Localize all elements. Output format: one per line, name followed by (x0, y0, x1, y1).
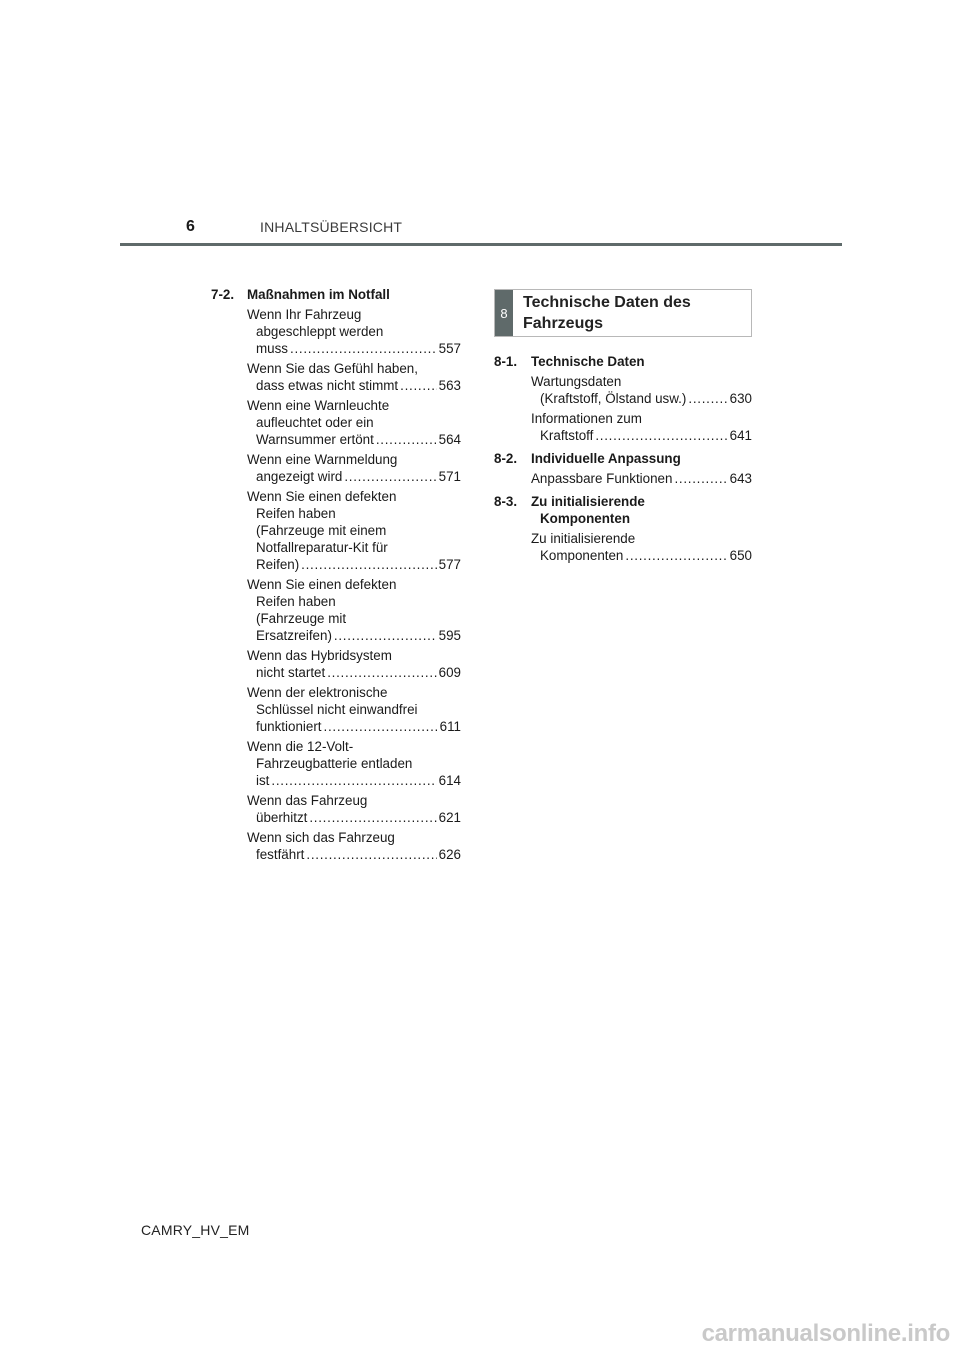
toc-dot-leader (400, 377, 437, 394)
toc-entry-last-line (247, 556, 461, 573)
toc-entry-last-line (247, 772, 461, 789)
toc-dot-leader (344, 468, 436, 485)
toc-entry[interactable] (247, 738, 461, 789)
toc-entry-line: Informationen zum (531, 411, 642, 426)
toc-entry-line: Fahrzeugbatterie entladen (256, 756, 413, 771)
toc-entry-line: Zu initialisierende (531, 531, 636, 546)
chapter-tab (494, 289, 752, 337)
toc-dot-leader (271, 772, 436, 789)
toc-entry-last-line (247, 431, 461, 448)
toc-dot-leader (334, 627, 437, 644)
toc-page-number: 595 (438, 628, 461, 643)
page-number: 6 (186, 218, 195, 235)
toc-entry-text: (Kraftstoff, Ölstand usw.) (540, 391, 687, 406)
toc-entry-text: überhitzt (256, 810, 308, 825)
toc-dot-leader (688, 390, 727, 407)
toc-entry-line: Reifen haben (256, 594, 336, 609)
toc-entry-line: Notfallreparatur-Kit für (256, 540, 388, 555)
toc-section-heading (494, 493, 752, 527)
toc-entry-last-line (247, 718, 461, 735)
toc-page-number: 650 (729, 548, 752, 563)
toc-section-heading (211, 286, 461, 303)
toc-entry-last-line (531, 427, 752, 444)
toc-entry-line: Wenn Sie einen defekten (247, 489, 397, 504)
chapter-title-line2: Fahrzeugs (523, 315, 604, 332)
toc-entry-line: abgeschleppt werden (256, 324, 384, 339)
toc-entry[interactable] (247, 792, 461, 826)
toc-entry[interactable] (531, 530, 752, 564)
header-title: INHALTSÜBERSICHT (260, 219, 403, 235)
toc-entry[interactable] (247, 576, 461, 644)
toc-section-title: Technische Daten (531, 354, 645, 369)
toc-dot-leader (301, 556, 436, 573)
toc-entry-list (211, 306, 461, 863)
toc-dot-leader (625, 547, 727, 564)
toc-entry-last-line (247, 468, 461, 485)
toc-section-number: 8-2. (494, 451, 518, 466)
toc-section-heading (494, 353, 752, 370)
toc-section-7-2 (211, 286, 461, 863)
toc-dot-leader (595, 427, 727, 444)
toc-dot-leader (290, 340, 437, 357)
toc-section-title: Zu initialisierende (531, 494, 645, 509)
watermark: carmanualsonline.info (701, 1320, 950, 1347)
toc-dot-leader (674, 470, 727, 487)
toc-entry-text: nicht startet (256, 665, 326, 680)
header-rule (120, 243, 842, 246)
toc-page-number: 643 (729, 471, 752, 486)
chapter-title-line1: Technische Daten des (523, 294, 691, 311)
toc-dot-leader (309, 809, 436, 826)
toc-page-number: 626 (438, 847, 461, 862)
toc-entry-text: Ersatzreifen) (256, 628, 332, 643)
toc-entry-line: Wenn Sie das Gefühl haben, (247, 361, 418, 376)
toc-entry[interactable] (531, 373, 752, 407)
toc-entry-line: Wenn sich das Fahrzeug (247, 830, 395, 845)
toc-entry-line: Wenn der elektronische (247, 685, 388, 700)
toc-entry[interactable] (247, 684, 461, 735)
toc-entry-last-line (531, 470, 752, 487)
toc-page-number: 563 (438, 378, 461, 393)
toc-entry[interactable] (247, 829, 461, 863)
toc-entry-text: muss (256, 341, 288, 356)
toc-entry[interactable] (247, 488, 461, 573)
toc-entry-text: Kraftstoff (540, 428, 594, 443)
toc-entry-text: ist (256, 773, 270, 788)
toc-entry-line: Wenn eine Warnleuchte (247, 398, 390, 413)
page-header (120, 215, 842, 247)
toc-dot-leader (376, 431, 437, 448)
toc-entry-last-line (531, 390, 752, 407)
toc-page-number: 577 (438, 557, 461, 572)
toc-entry-text: festfährt (256, 847, 305, 862)
toc-section (494, 353, 752, 444)
toc-dot-leader (324, 718, 438, 735)
toc-entry-text: angezeigt wird (256, 469, 343, 484)
toc-entry-text: Anpassbare Funktionen (531, 471, 673, 486)
toc-entry[interactable] (247, 647, 461, 681)
chapter-title (523, 292, 691, 334)
toc-entry-line: Wenn eine Warnmeldung (247, 452, 398, 467)
toc-section-number: 7-2. (211, 287, 235, 302)
toc-entry-text: dass etwas nicht stimmt (256, 378, 399, 393)
toc-entry[interactable] (531, 470, 752, 487)
toc-page-number: 609 (438, 665, 461, 680)
document-code: CAMRY_HV_EM (141, 1222, 250, 1238)
toc-entry-line: Wartungsdaten (531, 374, 622, 389)
toc-entry[interactable] (247, 306, 461, 357)
toc-page-number: 571 (438, 469, 461, 484)
toc-entry-line: (Fahrzeuge mit einem (256, 523, 387, 538)
toc-entry-line: (Fahrzeuge mit (256, 611, 347, 626)
toc-section-title-line2: Komponenten (540, 511, 631, 526)
toc-entry-line: Wenn das Hybridsystem (247, 648, 392, 663)
toc-entry[interactable] (531, 410, 752, 444)
toc-entry-line: Wenn das Fahrzeug (247, 793, 368, 808)
toc-page-number: 641 (729, 428, 752, 443)
toc-entry-line: Schlüssel nicht einwandfrei (256, 702, 418, 717)
toc-page-number: 564 (438, 432, 461, 447)
toc-entry-text: funktioniert (256, 719, 322, 734)
toc-dot-leader (327, 664, 436, 681)
toc-entry-line: Reifen haben (256, 506, 336, 521)
toc-entry[interactable] (247, 397, 461, 448)
toc-entry-last-line (247, 846, 461, 863)
toc-entry[interactable] (247, 360, 461, 394)
toc-section (494, 493, 752, 564)
toc-entry-last-line (247, 377, 461, 394)
toc-entry-last-line (247, 809, 461, 826)
toc-section-number: 8-3. (494, 494, 518, 509)
toc-entry-line: aufleuchtet oder ein (256, 415, 374, 430)
toc-section-title: Maßnahmen im Notfall (247, 287, 390, 302)
toc-entry[interactable] (247, 451, 461, 485)
toc-entry-line: Wenn Ihr Fahrzeug (247, 307, 362, 322)
toc-entry-last-line (247, 664, 461, 681)
toc-entry-line: Wenn die 12-Volt- (247, 739, 354, 754)
toc-section-heading (494, 450, 752, 467)
toc-page-number: 630 (729, 391, 752, 406)
toc-page-number: 614 (438, 773, 461, 788)
toc-entry-line: Wenn Sie einen defekten (247, 577, 397, 592)
toc-dot-leader (306, 846, 436, 863)
toc-entry-text: Komponenten (540, 548, 624, 563)
toc-entry-last-line (531, 547, 752, 564)
toc-section-title: Individuelle Anpassung (531, 451, 681, 466)
toc-section (494, 450, 752, 487)
toc-section-number: 8-1. (494, 354, 518, 369)
toc-page-number: 557 (438, 341, 461, 356)
toc-left-column (211, 286, 461, 869)
toc-entry-text: Warnsummer ertönt (256, 432, 374, 447)
toc-page-number: 621 (438, 810, 461, 825)
chapter-number: 8 (495, 290, 513, 336)
toc-entry-text: Reifen) (256, 557, 300, 572)
toc-page-number: 611 (439, 719, 461, 734)
toc-right-column (494, 353, 752, 570)
toc-entry-last-line (247, 340, 461, 357)
toc-entry-last-line (247, 627, 461, 644)
